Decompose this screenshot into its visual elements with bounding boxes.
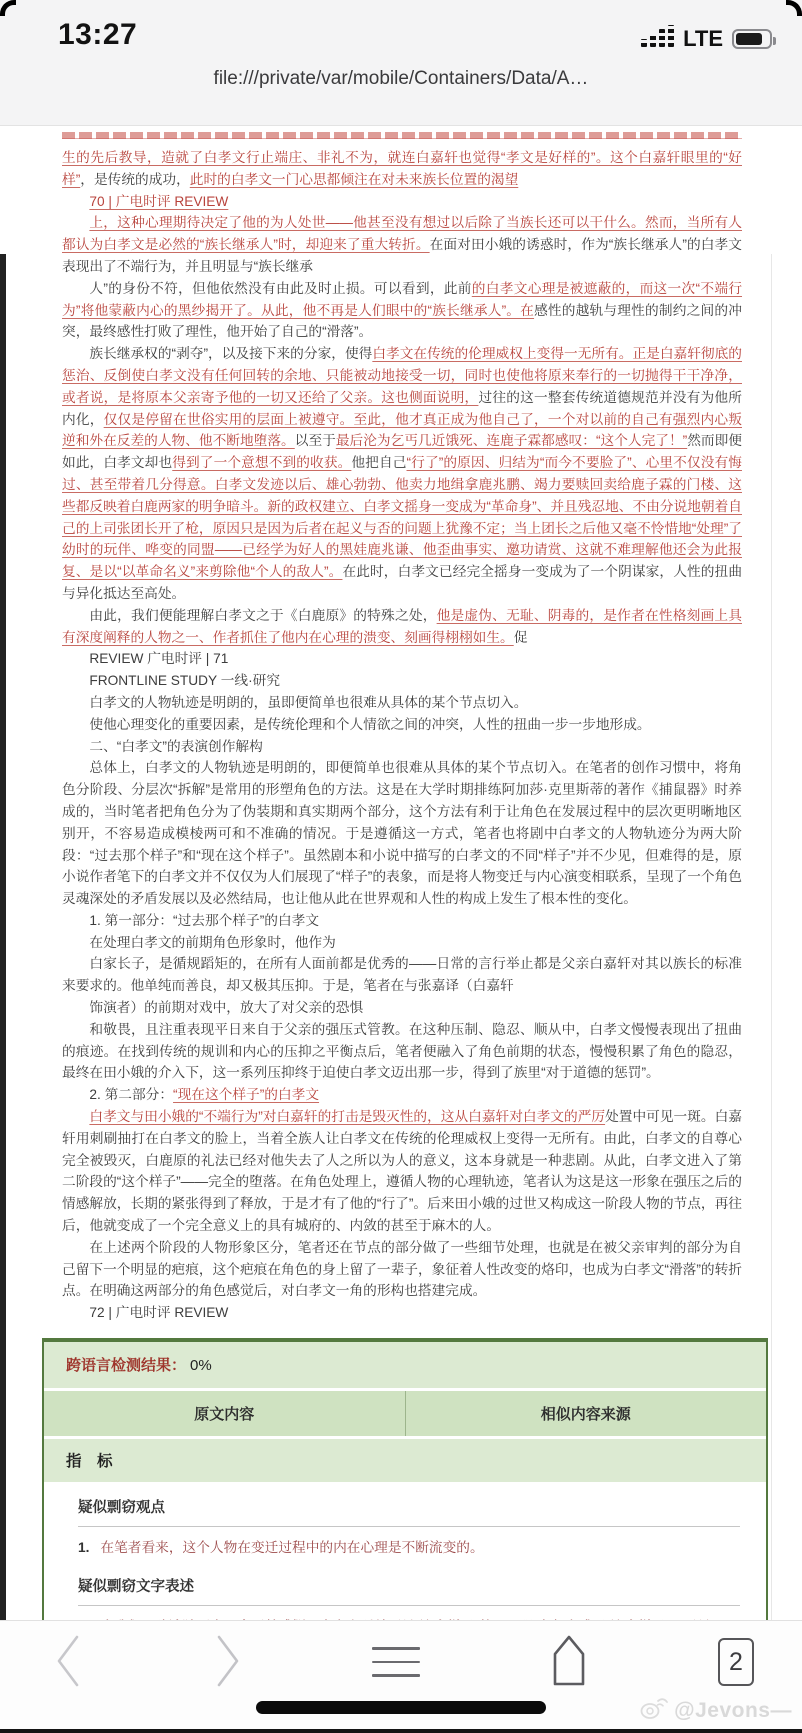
document-paragraph: [62, 932, 742, 954]
plain-text: 感性的越轨与理性的制约之间的冲突，最终感性打败了理性，他开始了自己的“滑落”。: [62, 302, 742, 340]
weibo-logo-icon: [639, 1694, 669, 1727]
plagiarism-highlight-text: 白孝文与田小娥的“不端行为”对白嘉轩的打击是毁灭性的，这从白嘉轩对白孝文的严厉: [89, 1109, 606, 1125]
plain-text: 在此时，白孝文已经完全摇身一变成为了一个阴谋家，人性的扭曲与异化抵达至高处。: [62, 564, 743, 601]
chevron-left-icon: [52, 1632, 84, 1693]
plain-text: 和敬畏，且注重表现平日来自于父亲的强压式管教。在这种压制、隐忍、顺从中，白孝文慢慢表现出了扭曲的痕迹。在找到传统的规训和内心的压抑之平衡点后，笔者便融入了角色前期的状态，慢慢积累了角色的隐忍，最终在田小娥的介入下，这一系列压抑终于迫使白孝文迈出那一步，得到了族里“对于道德的惩罚”。: [62, 1021, 742, 1081]
report-section-item: [78, 1527, 740, 1563]
plagiarism-highlight-text: “现在这个样子”的白孝文: [173, 1087, 320, 1103]
home-icon: [548, 1633, 590, 1692]
scan-left-edge: [0, 254, 6, 1620]
screen-bottom-edge: [0, 1729, 802, 1733]
column-header-original: 原文内容: [44, 1391, 406, 1436]
plain-text: 他把自己: [351, 455, 407, 471]
plagiarism-highlight-text: 70 | 广电时评 REVIEW: [89, 193, 229, 209]
network-type-label: LTE: [683, 26, 723, 51]
plagiarism-highlight-text: 他是虚伪、无耻、阴毒的，是作者在性格刻画上具有深度阐释的人物之一、作者抓住了他内在心理的溃变、刻画得栩栩如生。: [62, 607, 742, 645]
plain-text: REVIEW 广电时评 | 71: [89, 651, 229, 667]
document-paragraph: [62, 692, 742, 714]
back-button[interactable]: [52, 1631, 84, 1693]
plagiarism-highlight-text: 上，这种心理期待决定了他的为人处世——他甚至没有想过以后除了当族长还可以干什么。然而，当所有人都认为白孝文是必然的“族长继承人”时，却迎来了重大转折。: [62, 215, 742, 253]
document-paragraph: [62, 278, 742, 343]
plain-text: 2. 第二部分：: [89, 1087, 174, 1103]
table-header-row: [44, 1391, 766, 1439]
plain-text: ，是传统的成功，: [80, 171, 190, 187]
plain-text: 72 | 广电时评 REVIEW: [89, 1305, 229, 1321]
tabs-icon: [718, 1638, 754, 1686]
home-indicator[interactable]: [256, 1701, 546, 1714]
clipped-text-line: [62, 132, 742, 139]
document-paragraph: [62, 1106, 742, 1237]
plagiarism-highlight-text: 此时的白孝文一门心思都倾注在对未来族长位置的渴望: [189, 171, 519, 187]
plain-text: 处置中可见一斑。白嘉轩用刺刷抽打在白孝文的脸上，当着全族人让白孝文在传统的伦理威权上变得一无所有。由此，白孝文的自尊心完全被毁灭，白鹿原的礼法已经对他失去了人之所以为人的意义，这本身就是一种悲剧。从此，白孝文进入了第二阶段的“这个样子”——完全的堕落。在角色处理上，遵循人物的心理轨迹，笔者认为这是这一形象在强压之后的情感解放，长期的紧张得到了释放，于是才有了他的“行了”。后来田小娥的过世又构成这一阶段人物的节点，再往后，他就变成了一个完全意义上的具有城府的、内敛的甚至于麻木的人。: [62, 1109, 742, 1234]
plain-text: 在处理白孝文的前期角色形象时，他作为: [89, 934, 336, 950]
plain-text: 使他心理变化的重要因素，是传统伦理和个人情欲之间的冲突，人性的扭曲一步一步地形成。: [89, 716, 651, 732]
document-paragraph: [62, 343, 742, 605]
cross-language-result-row: [44, 1342, 766, 1391]
browser-top-chrome: [0, 0, 802, 126]
menu-button[interactable]: [372, 1631, 420, 1693]
tabs-button[interactable]: [718, 1631, 754, 1693]
plain-text: 总体上，白孝文的人物轨迹是明朗的，即便简单也很难从具体的某个节点切入。在笔者的创作习惯中，将角色分阶段、分层次“拆解”是常用的形塑角色的方法。这是在大学时期排练阿加莎·克里斯蒂的著作《捕鼠器》时养成的，当时笔者把角色分为了伪装期和真实期两个部分，这个方法有利于让角色在发展过程中的层次更明晰地区别开，不容易造成模棱两可和不准确的情况。于是遵循这一方式，笔者也将剧中白孝文的人物轨迹分为两大阶段：“过去那个样子”和“现在这个样子”。虽然剧本和小说中描写的白孝文的不同“样子”并不少见，但难得的是，原小说作者笔下的白孝文并不仅仅为人们展现了“样子”的表象，而是将人物变迁与内心演变相联系，呈现了一个角色灵魂深处的矛盾发展以及必然结局，也让他从此在世界观和人性的构成上发生了根本性的变化。: [62, 760, 742, 907]
document-paragraph: [62, 910, 742, 932]
plain-text: 以至于: [294, 433, 336, 449]
plain-text: 白孝文的人物轨迹是明朗的，虽即便简单也很难从具体的某个节点切入。: [89, 694, 528, 710]
plain-text: 白家长子，是循规蹈矩的，在所有人面前都是优秀的——日常的言行举止都是父亲白嘉轩对其以族长的标准来要求的。他单纯而善良，却又极其压抑。于是，笔者在与张嘉译（白嘉轩: [62, 956, 742, 994]
document-paragraph: [62, 1084, 742, 1106]
tab-count: 2: [729, 1647, 743, 1676]
plagiarism-highlight-text: 白孝文在传统的伦理威权上变得一无所有。正是白嘉轩彻底的惩治、反倒使白孝文没有任何回转的余地、只能被动地接受一切，同时也使他将原来奉行的一切抛得干干净净，或者说，是将原本父亲寄予他的一切又还给了父亲。这也侧面说明，: [62, 346, 742, 405]
plain-text: 在上述两个阶段的人物形象区分，笔者还在节点的部分做了一些细节处理，也就是在被父亲审判的部分为自己留下一个明显的疤痕，这个疤痕在角色的身上留了一辈子，象征着人性改变的烙印，也成为白孝文“滑落”的转折点。在明确这两部分的角色感觉后，对白孝文一角的形构也搭建完成。: [62, 1239, 742, 1299]
plagiarism-highlight-text: “行了”的原因、归结为“而今不要脸了”、心里不仅没有悔过、甚至带着几分得意。白孝文发迹以后、雄心勃勃、他卖力地缉拿鹿兆鹏、竭力要赎回卖给鹿子霖的门楼、这些都反映着白鹿两家的明争暗斗。新的政权建立、白孝文摇身一变成为“革命身”、并且残忍地、不由分说地朝着自己的上司张团长开了枪，原因只是因为后者在起义与否的问题上犹豫不定；当上团长之后他又毫不怜惜地“处理”了幼时的玩伴、哗变的同盟——已经学为好人的黑娃鹿兆谦、他歪曲事实、邀功请赏、这就不难理解他还会为此报复、是以“以革命名义”来剪除他“个人的敌人”。: [62, 455, 742, 580]
report-section-title: 疑似剽窃文字表述: [78, 1563, 740, 1606]
document-paragraph: [62, 736, 742, 758]
document-paragraph: [62, 670, 742, 692]
plagiarism-highlight-text: 最后沦为乞丐几近饿死、连鹿子霖都感叹：“这个人完了！”: [335, 433, 688, 449]
document-paragraph: [62, 191, 742, 213]
report-sections: [44, 1482, 766, 1620]
address-text: file:///private/var/mobile/Containers/Data/A…: [213, 68, 589, 89]
document-paragraph: [62, 1019, 742, 1084]
document-paragraph: [62, 212, 742, 277]
menu-icon: [372, 1647, 420, 1677]
column-header-similar-source: 相似内容来源: [540, 1406, 631, 1424]
plagiarism-highlight-text: 生的先后教导，造就了白孝文行止端庄、非礼不为，就连白嘉轩也觉得“孝文是好样的”。这个白嘉轩眼里的“好样”: [62, 150, 742, 187]
status-bar: [0, 0, 802, 52]
plagiarism-highlight-text: 的白孝文心理是被遮蔽的，而这一次“不端行为”将他蒙蔽内心的黑纱揭开了。从此，他不再是人们眼中的“族长继承人”。在: [62, 280, 743, 318]
status-icons: [641, 26, 772, 52]
plain-text: 然而即便如此，白孝文却也: [62, 433, 742, 471]
report-section-title: 疑似剽窃观点: [78, 1484, 740, 1527]
plain-text: 饰演者）的前期对戏中，放大了对父亲的恐惧: [89, 1000, 364, 1016]
document-paragraph: [62, 953, 742, 997]
chevron-right-icon: [212, 1632, 244, 1693]
result-value: 0%: [190, 1357, 212, 1375]
report-section-item: [78, 1606, 740, 1620]
plain-text: 二、“白孝文”的表演创作解构: [89, 738, 263, 754]
plain-text: 由此，我们便能理解白孝文之于《白鹿原》的特殊之处，: [89, 607, 437, 623]
watermark: [639, 1694, 792, 1727]
status-time: 13:27: [58, 18, 138, 51]
document-paragraph: [62, 1302, 742, 1324]
document-paragraph: [62, 605, 742, 649]
plagiarism-highlight-text: 仅仅是停留在世俗实用的层面上被遵守。至此，他才真正成为他自己了，一个对以前的自己有强烈内心叛逆和外在反差的人物、他不断地堕落。: [62, 411, 742, 449]
document-text: [62, 147, 742, 1324]
plain-text: 在面对田小娥的诱惑时，作为“族长继承人”的白孝文表现出了不端行为，并且明显与“族长继承: [62, 237, 742, 274]
cellular-signal-icon: [641, 28, 674, 50]
forward-button[interactable]: [212, 1631, 244, 1693]
document-viewport[interactable]: [0, 126, 802, 1620]
plain-text: 族长继承权的“剥夺”，以及接下来的分家，使得: [89, 346, 373, 362]
plain-text: FRONTLINE STUDY 一线·研究: [89, 673, 281, 689]
document-paragraph: [62, 757, 742, 910]
plain-text: 1. 第一部分：“过去那个样子”的白孝文: [89, 912, 320, 928]
document-paragraph: [62, 1237, 742, 1302]
address-bar[interactable]: [0, 52, 802, 90]
plain-text: 人”的身份不符，但他依然没有由此及时止损。可以看到，此前: [89, 280, 472, 296]
result-label: 跨语言检测结果：: [66, 1357, 187, 1375]
document-paragraph: [62, 997, 742, 1019]
document-body: [0, 126, 802, 1620]
item-number: 1.: [78, 1540, 90, 1556]
item-text: 在笔者看来，这个人物在变迁过程中的内在心理是不断流变的。: [100, 1540, 484, 1556]
home-button[interactable]: [548, 1631, 590, 1693]
plagiarism-report-table: [42, 1338, 768, 1620]
metric-label-row: 指 标: [44, 1439, 766, 1482]
document-paragraph: [62, 648, 742, 670]
plagiarism-highlight-text: 得到了一个意想不到的收获。: [172, 455, 352, 471]
battery-icon: [732, 29, 772, 49]
plain-text: 促: [513, 629, 528, 645]
watermark-text: @Jevons—: [674, 1698, 792, 1722]
scan-right-edge: [771, 254, 772, 1620]
document-paragraph: [62, 714, 742, 736]
document-paragraph: [62, 147, 742, 191]
plain-text: 过往的这一整套传统道德规范并没有为他所内化，: [62, 389, 742, 427]
